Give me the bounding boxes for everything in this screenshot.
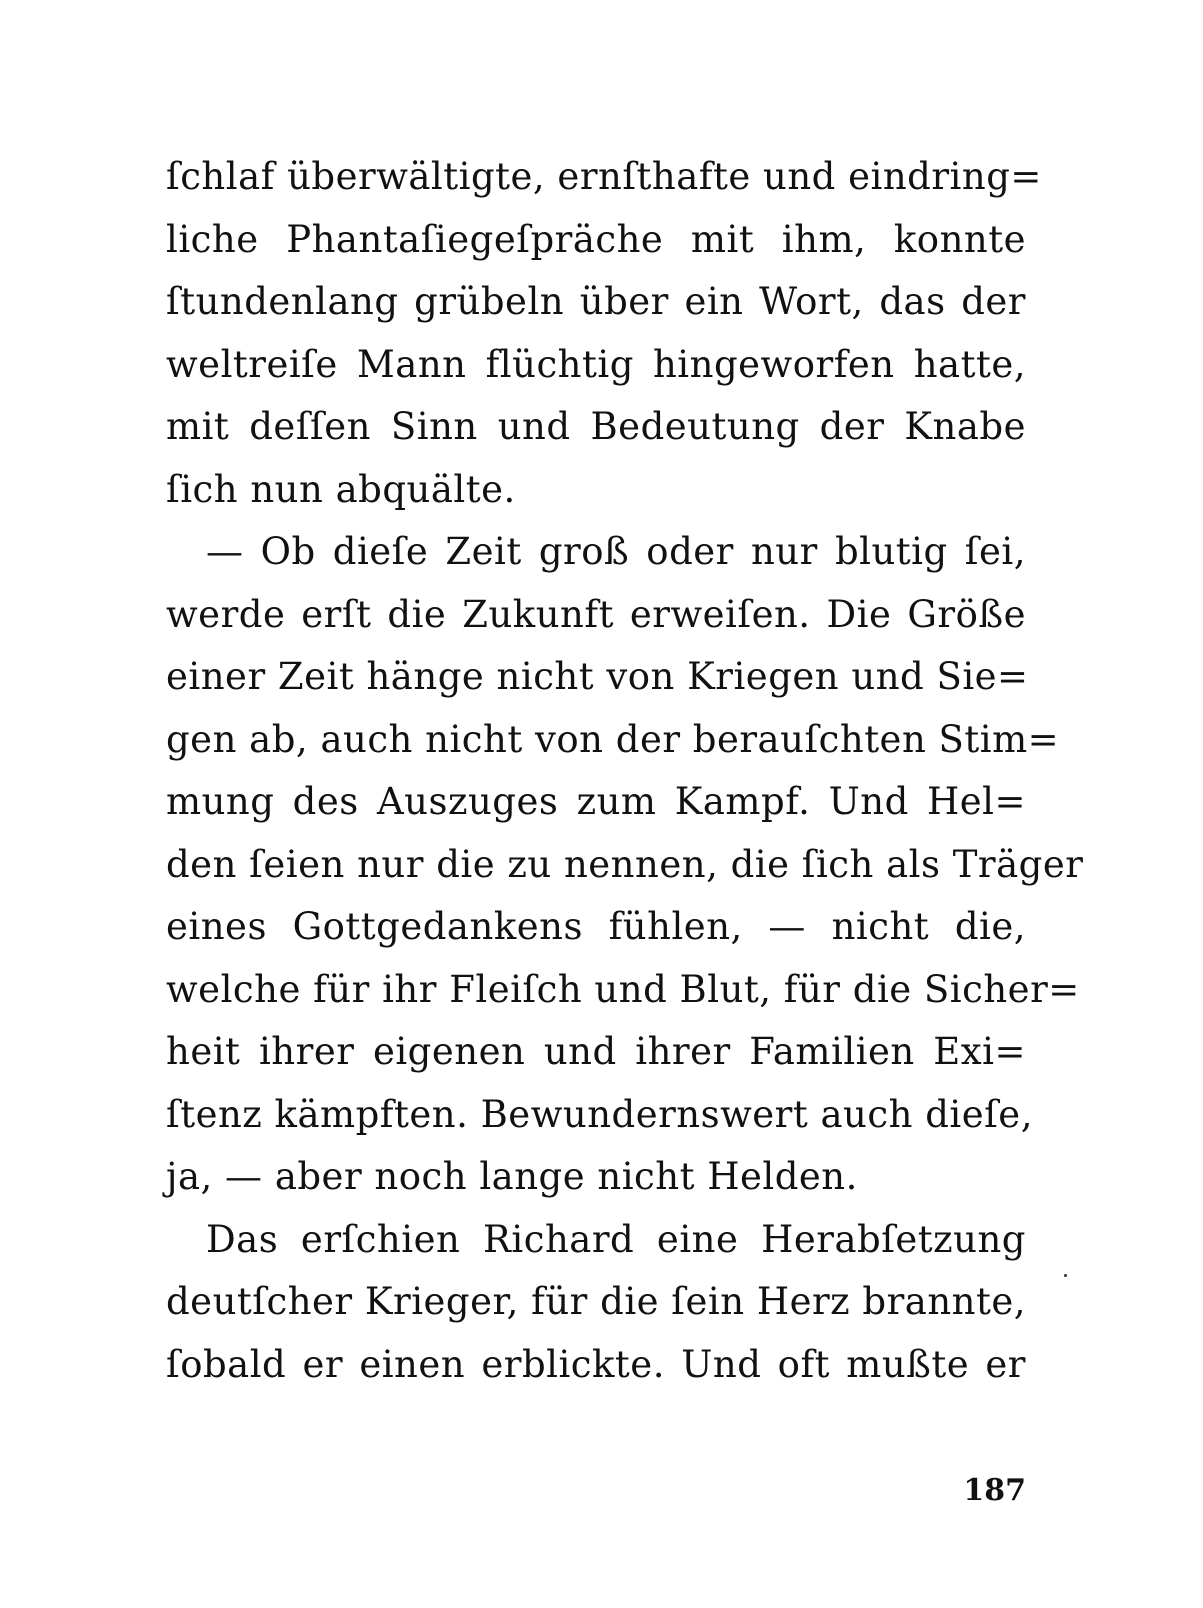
text-line: ſchlaf überwältigte, ernſthafte und eindring= <box>166 155 1042 198</box>
text-line: werde erſt die Zukunft erweiſen. Die Größe <box>166 592 1026 636</box>
text-line: ſtundenlang grübeln über ein Wort, das der <box>166 280 1026 323</box>
page-number: 187 <box>963 1473 1026 1508</box>
text-line: einer Zeit hänge nicht von Kriegen und Sie= <box>166 655 1029 698</box>
text-line: heit ihrer eigenen und ihrer Familien Exi= <box>166 1030 1026 1073</box>
text-line: deutſcher Krieger, für die ſein Herz brannte, <box>166 1280 1027 1323</box>
print-speck <box>1064 1274 1067 1277</box>
text-line: den ſeien nur die zu nennen, die ſich als Träger <box>166 842 1084 886</box>
text-line: ja, — aber noch lange nicht Helden. <box>166 1155 858 1198</box>
text-line: mung des Auszuges zum Kampf. Und Hel= <box>166 780 1026 823</box>
text-line: gen ab, auch nicht von der berauſchten Stim= <box>166 717 1060 761</box>
text-line: ſobald er einen erblickte. Und oft mußte er <box>166 1342 1026 1386</box>
text-line: welche für ihr Fleiſch und Blut, für die Sicher= <box>166 967 1080 1011</box>
text-line: weltreiſe Mann flüchtig hingeworfen hatte, <box>166 342 1026 386</box>
text-line: mit deſſen Sinn und Bedeutung der Knabe <box>166 405 1026 448</box>
text-line: eines Gottgedankens fühlen, — nicht die, <box>166 905 1026 948</box>
text-line: liche Phantaſiegeſpräche mit ihm, konnte <box>166 217 1026 261</box>
text-line: ſtenz kämpften. Bewundernswert auch dieſe, <box>166 1092 1033 1136</box>
text-line: Das erſchien Richard eine Herabſetzung <box>206 1217 1026 1261</box>
body-text <box>166 146 1084 1396</box>
text-line: ſich nun abquälte. <box>166 467 516 511</box>
text-line: — Ob dieſe Zeit groß oder nur blutig ſei, <box>206 530 1026 573</box>
